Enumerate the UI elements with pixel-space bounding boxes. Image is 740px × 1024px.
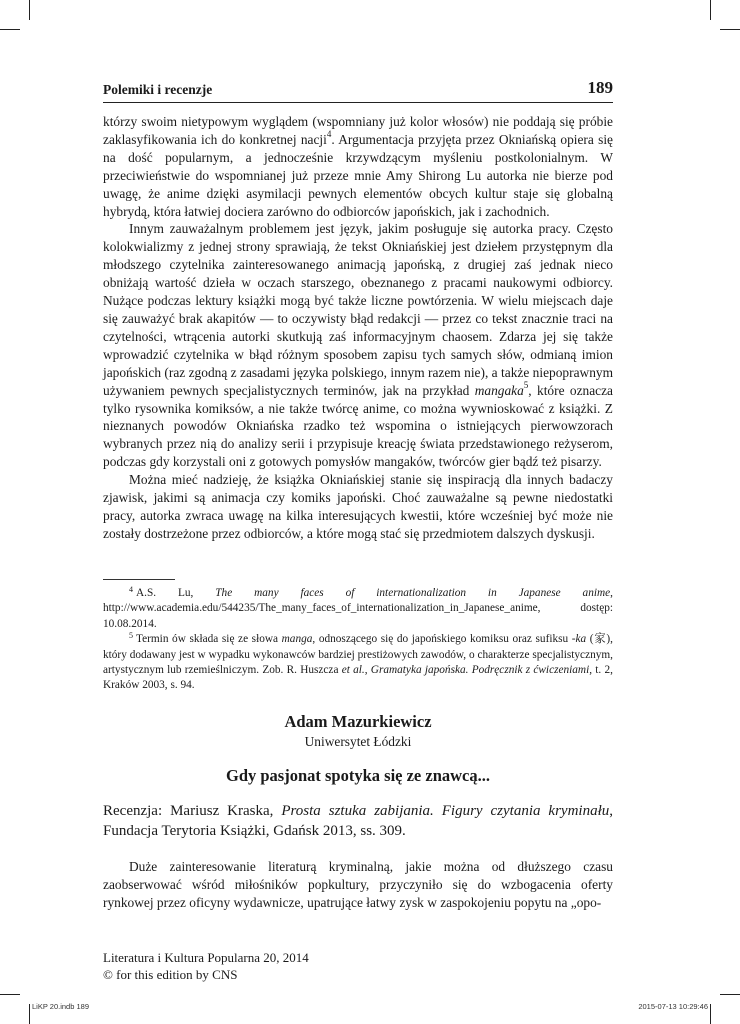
paragraph: którzy swoim nietypowym wyglądem (wspomniany już kolor włosów) nie poddają się próbie zaklasyfikowania ich do konkretnej nacji$^4$. Argumentacja przyjęta przez Okniańską opiera się na dość popularnym, a jednocześnie krzywdzącym myśleniu postkolonialnym. W przeciwieństwie do wspomnianej już przeze mnie Amy Shirong Lu autorka nie bierze pod uwagę, że anime dzięki asymilacji pewnych elementów obcych kultur staje się globalną hybrydą, która łatwiej dociera zarówno do odbiorców japońskich, jak i zachodnich. [103,114,613,219]
print-slug-timestamp: 2015-07-13 10:29:46 [638,1002,708,1011]
footnotes [103,586,613,694]
review-citation: Recenzja: Mariusz Kraska, Prosta sztuka zabijania. Figury czytania kryminału, Fundacja Terytoria Książki, Gdańsk 2013, ss. 309. [103,803,614,839]
crop-mark [710,1004,711,1024]
crop-mark [0,994,20,995]
crop-mark [29,0,30,20]
term-italic: mangaka [474,382,524,398]
footnote-separator [103,579,175,580]
journal-footer: Literatura i Kultura Popularna 20, 2014 [103,950,309,965]
review-title: Gdy pasjonat spotyka się ze znawcą... [225,766,490,785]
review-affiliation: Uniwersytet Łódzki [304,734,412,749]
footnote-ref: 4 [326,129,332,140]
paragraph: Innym zauważalnym problemem jest język, jakim posługuje się autorka pracy. Często kolokwializmy z jednej strony sprawiają, że tekst Okniańskiej jest dziełem przystępnym dla młodszego czytelnika zainteresowanego animacją japońską, z drugiej zaś jednak nieco obniżają wartość dzieła w oczach starszego, obeznanego z pracami naukowymi odbiorcy. Nużące podczas lektury książki mogą być także liczne powtórzenia. W wielu miejscach daje się zauważyć brak akapitów — to oczywisty błąd redakcji — przez co tekst znacznie traci na czytelności, wtrącenia autorki skutkują zaś informacyjnym chaosem. Zdarza jej się także wprowadzić czytelnika w błąd różnym sposobem zapisu tych samych słów, odmianą imion japońskich (raz zgodną z zasadami języka polskiego, innym razem nie), a także niepoprawnym używaniem pewnych specjalistycznych terminów, jak na przykład mangaka$^5$, które oznacza tylko rysownika komiksów, a nie także twórcę anime, co można wywnioskować z książki. Z nieznanych powodów Okniańska rzadko też wspomina o istniejących pierwowzorach wybranych przez nią do analizy serii i przypisuje kreację świata przedstawionego reżyserom, podczas gdy korzystali oni z gotowych pomysłów mangaków, twórców gier bądź też pisarzy. [103,221,613,470]
review-opening-paragraph: Duże zainteresowanie literaturą kryminalną, jakie można od dłuższego czasu zaobserwować wśród miłośników popkultury, przyczyniło się do wzbogacenia oferty rynkowej przez oficyny wydawnicze, upatrujące łatwy zysk w zaspokojeniu popytu na „opo- [103,859,613,910]
footnote-ref: 5 [523,380,529,391]
crop-mark [720,29,740,30]
paragraph: Można mieć nadzieję, że książka Okniańskiej stanie się inspiracją dla innych badaczy zjawisk, jakimi są animacja czy komiks japoński. Choć zauważalne są pewne niedostatki pracy, autorka zwraca uwagę na kilka interesujących kwestii, które wcześniej być może nie zostały dostrzeżone przez odbiorców, a które mogą stać się przedmiotem dalszych dyskusji. [103,472,613,541]
print-slug-file: LiKP 20.indb 189 [32,1002,89,1011]
footnote: $^4$ A.S. Lu, The many faces of internationalization in Japanese anime, http://www.academia.edu/544235/The_many_faces_of_internationalization_in_Japanese_anime, dostęp: 10.08.2014. [103,585,613,630]
copyright-footer: © for this edition by CNS [103,967,238,982]
reviewed-book-title: Prosta sztuka zabijania. Figury czytania kryminału [281,803,610,819]
crop-mark [29,1004,30,1024]
running-head: Polemiki i recenzje [103,82,213,97]
body-text [103,113,613,543]
crop-mark [0,29,20,30]
page-header [103,78,613,100]
crop-mark [720,994,740,995]
crop-mark [710,0,711,20]
review-author: Adam Mazurkiewicz [284,712,432,731]
page-number: 189 [587,78,613,97]
header-rule [103,102,613,103]
footnote: $^5$ Termin ów składa się ze słowa manga, odnoszącego się do japońskiego komiksu oraz sufiksu -ka (家), który dodawany jest w wypadku wykonawców bardziej prestiżowych zawodów, o charakterze specjalistycznym, artystycznym lub rzemieślniczym. Zob. R. Huszcza et al., Gramatyka japońska. Podręcznik z ćwiczeniami, t. 2, Kraków 2003, s. 94. [103,631,613,692]
